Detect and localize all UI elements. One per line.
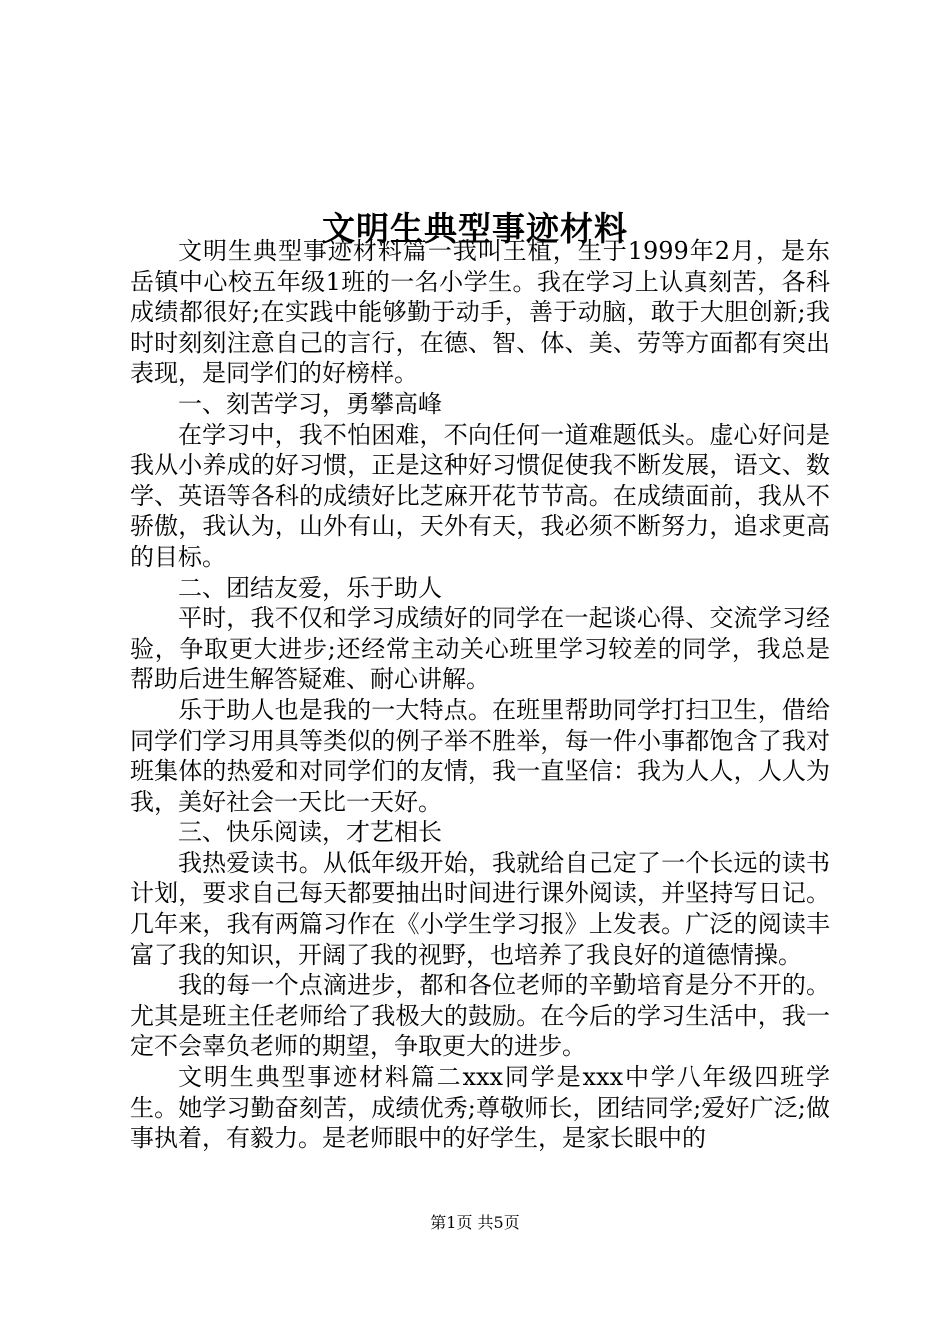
section-heading-reading: 三、快乐阅读，才艺相长: [178, 818, 442, 847]
paragraph-progress: 我的每一个点滴进步，都和各位老师的辛勤培育是分不开的。尤其是班主任老师给了我极大的鼓励。在今后的学习生活中，我一定不会辜负老师的期望，争取更大的进步。: [130, 971, 830, 1061]
paragraph-unity: 平时，我不仅和学习成绩好的同学在一起谈心得、交流学习经验，争取更大进步;还经常主动关心班里学习较差的同学，我总是帮助后进生解答疑难、耐心讲解。: [130, 604, 830, 694]
paragraph-reading: 我热爱读书。从低年级开始，我就给自己定了一个长远的读书计划，要求自己每天都要抽出时间进行课外阅读，并坚持写日记。几年来，我有两篇习作在《小学生学习报》上发表。广泛的阅读丰富了我的知识，开阔了我的视野，也培养了我良好的道德情操。: [130, 848, 830, 969]
section-heading-unity: 二、团结友爱，乐于助人: [178, 573, 442, 602]
page-number-footer: 第1页 共5页: [430, 1213, 520, 1232]
paragraph-intro: 文明生典型事迹材料篇一我叫王植，生于1999年2月，是东岳镇中心校五年级1班的一名小学生。我在学习上认真刻苦，各科成绩都很好;在实践中能够勤于动手，善于动脑，敢于大胆创新;我时时刻刻注意自己的言行，在德、智、体、美、劳等方面都有突出表现，是同学们的好榜样。: [130, 237, 830, 388]
paragraph-helping: 乐于助人也是我的一大特点。在班里帮助同学打扫卫生，借给同学们学习用具等类似的例子举不胜举，每一件小事都饱含了我对班集体的热爱和对同学们的友情，我一直坚信：我为人人，人人为我，美好社会一天比一天好。: [130, 695, 830, 816]
section-heading-study: 一、刻苦学习，勇攀高峰: [178, 389, 442, 418]
document-body: [130, 236, 830, 1154]
paragraph-article-two: 文明生典型事迹材料篇二xxx同学是xxx中学八年级四班学生。她学习勤奋刻苦，成绩优秀;尊敬师长，团结同学;爱好广泛;做事执着，有毅力。是老师眼中的好学生，是家长眼中的: [130, 1063, 830, 1153]
document-title: 文明生典型事迹材料: [322, 209, 628, 249]
paragraph-study: 在学习中，我不怕困难，不向任何一道难题低头。虚心好问是我从小养成的好习惯，正是这种好习惯促使我不断发展，语文、数学、英语等各科的成绩好比芝麻开花节节高。在成绩面前，我从不骄傲，我认为，山外有山，天外有天，我必须不断努力，追求更高的目标。: [130, 420, 830, 571]
